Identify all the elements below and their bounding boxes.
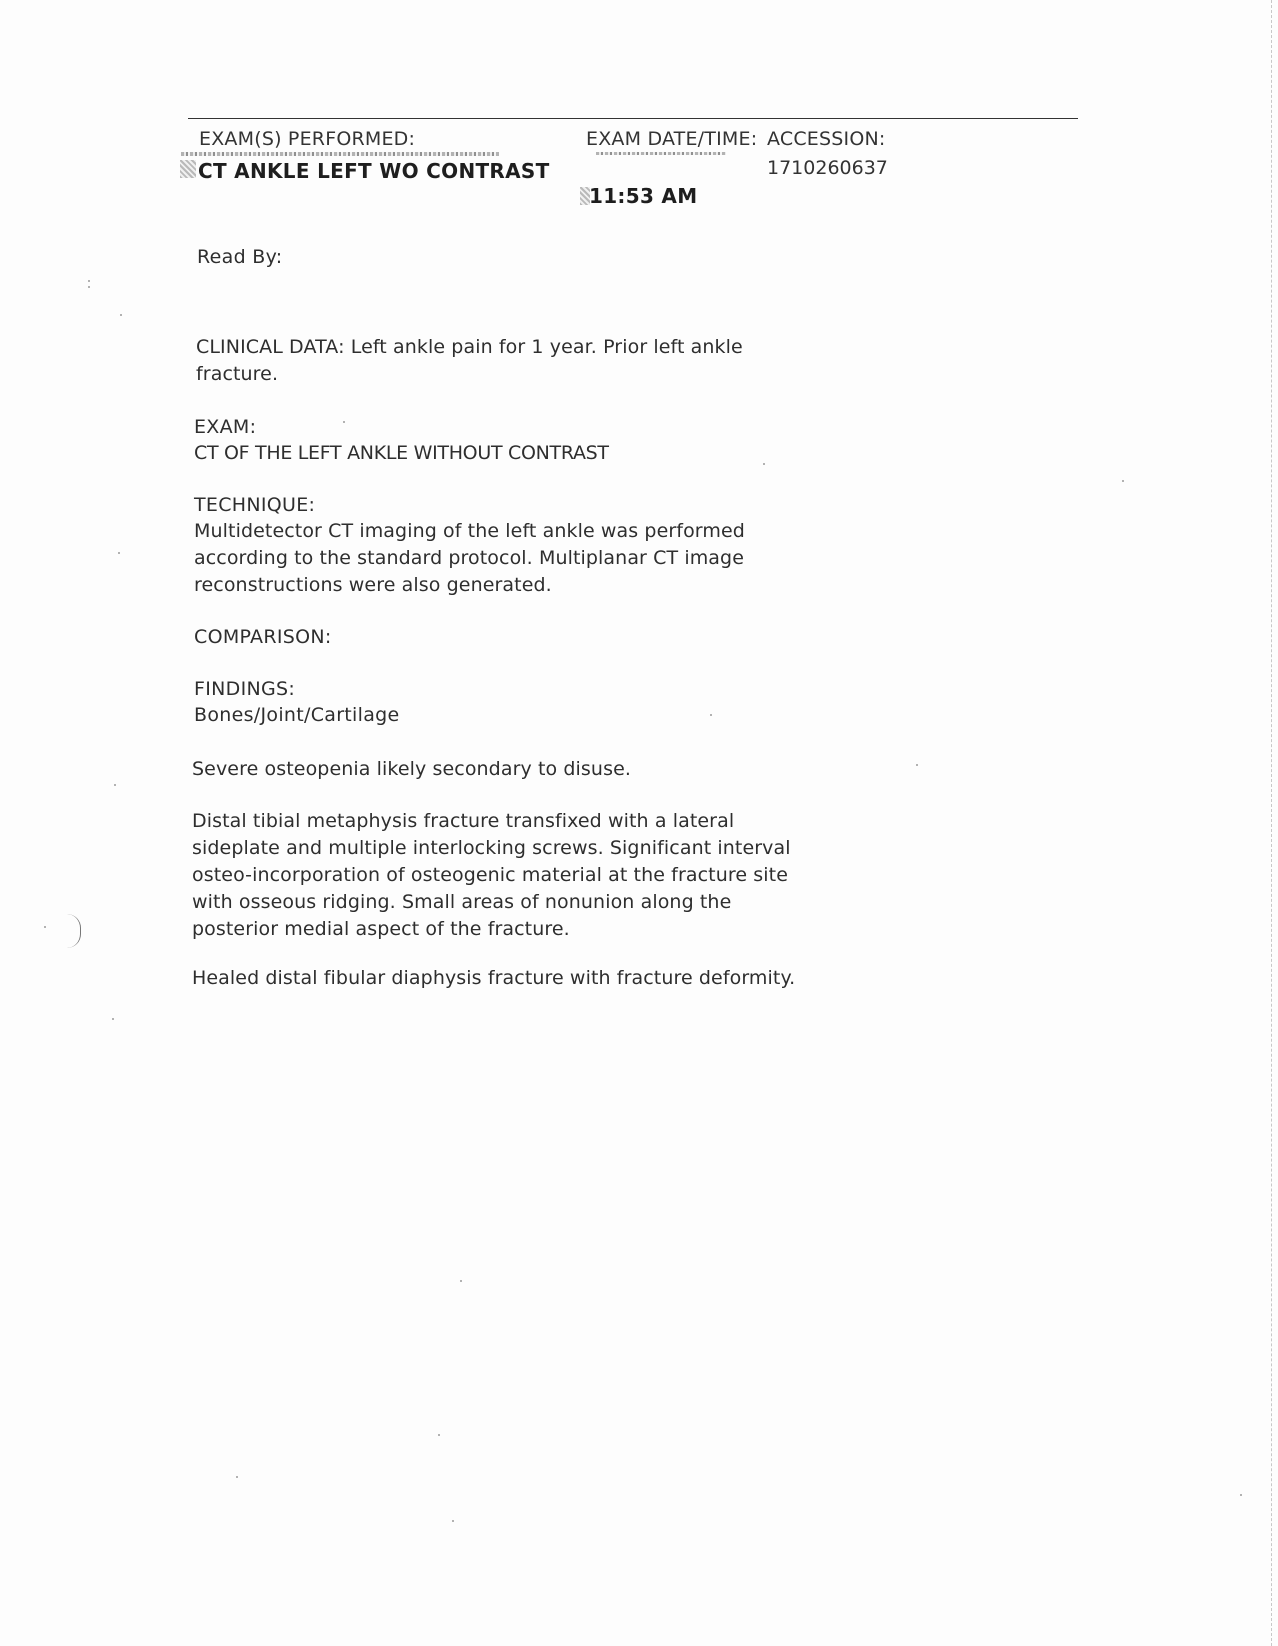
- scan-speck: [114, 784, 116, 786]
- scan-speck: [343, 421, 345, 423]
- scan-speck: [120, 314, 122, 316]
- scan-speck: [1240, 1494, 1242, 1496]
- exams-performed-label: EXAM(S) PERFORMED:: [199, 128, 416, 150]
- finding-paragraph: Distal tibial metaphysis fracture transfixed with a lateral sideplate and multiple interlocking screws. Significant interval osteo-incorporation of osteogenic material at the fracture site with osseous ridging. Small areas of nonunion along the posterior medial aspect of the fracture.: [192, 810, 791, 940]
- scan-speck: [916, 764, 918, 766]
- findings-heading: FINDINGS:: [194, 678, 296, 700]
- scan-edge: [1271, 0, 1272, 1646]
- scan-speck: [236, 1476, 238, 1478]
- scan-speck: [452, 1520, 454, 1522]
- scan-speck: [112, 1018, 114, 1020]
- redaction-mark: [180, 160, 196, 178]
- scan-speck: [438, 1434, 440, 1436]
- scan-speck: [44, 926, 46, 928]
- findings-subheading: Bones/Joint/Cartilage: [194, 704, 400, 726]
- accession-label: ACCESSION:: [767, 128, 886, 150]
- clinical-data: CLINICAL DATA: Left ankle pain for 1 year. Prior left ankle fracture.: [196, 336, 743, 385]
- finding-paragraph: Healed distal fibular diaphysis fracture with fracture deformity.: [192, 967, 796, 989]
- scan-speck: [118, 552, 120, 554]
- technique-heading: TECHNIQUE:: [194, 494, 316, 516]
- exams-performed-value: CT ANKLE LEFT WO CONTRAST: [198, 159, 550, 183]
- technique-text: Multidetector CT imaging of the left ankle was performed according to the standard protocol. Multiplanar CT image reconstructions were also generated.: [194, 520, 745, 596]
- scan-speck: [1122, 480, 1124, 482]
- scan-speck: [88, 280, 90, 282]
- header-rule: [188, 118, 1078, 119]
- exam-date-time-label: EXAM DATE/TIME:: [586, 128, 758, 150]
- exam-time-value: 11:53 AM: [589, 184, 698, 208]
- scan-speck: [460, 1280, 462, 1282]
- accession-value: 1710260637: [767, 157, 888, 179]
- scan-speck: [763, 463, 765, 465]
- scan-speck: [88, 286, 90, 288]
- margin-mark: [62, 914, 81, 948]
- redaction-mark: [596, 152, 726, 155]
- read-by-label: Read By:: [197, 246, 283, 268]
- finding-paragraph: Severe osteopenia likely secondary to disuse.: [192, 758, 632, 780]
- comparison-heading: COMPARISON:: [194, 626, 332, 648]
- exam-heading: EXAM:: [194, 416, 257, 438]
- exam-description: CT OF THE LEFT ANKLE WITHOUT CONTRAST: [194, 442, 609, 464]
- scan-speck: [710, 714, 712, 716]
- redaction-mark: [181, 152, 499, 156]
